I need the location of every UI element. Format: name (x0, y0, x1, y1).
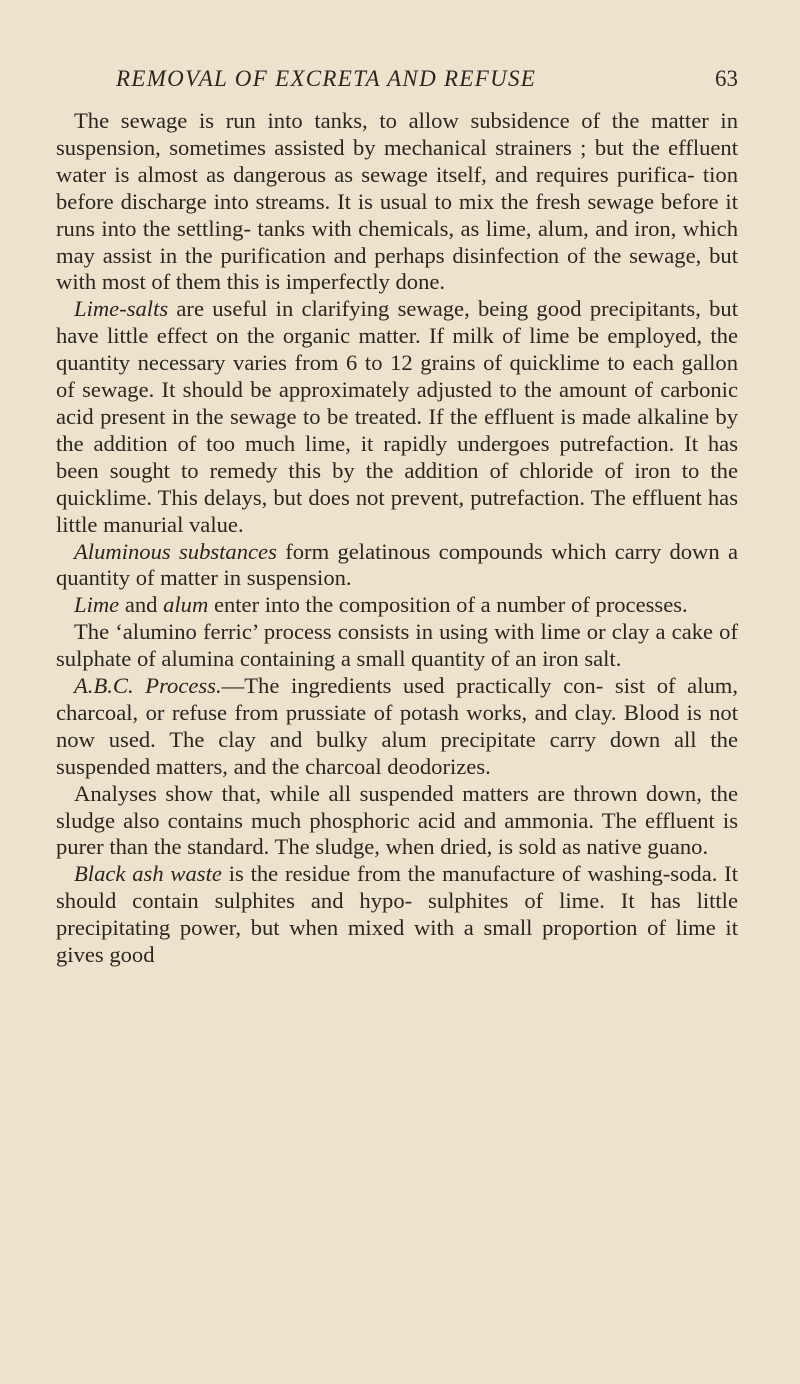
paragraph-sewage-tanks (56, 108, 738, 296)
term-lime: Lime (74, 592, 120, 618)
term-lime-salts: Lime-salts (74, 296, 169, 322)
paragraph-black-ash-waste (56, 861, 738, 969)
term-black-ash-waste: Black ash waste (74, 861, 222, 887)
term-alum: alum (163, 592, 209, 618)
paragraph-text: are useful in clarifying sewage, being good precipitants, but have little effect on the organic matter. If milk of lime be employed, the quantity necessary varies from 6 to 12 grains of quicklime to each gallon of sewage. It should be approximately adjusted to the amount of carbonic acid present in the sewage to be treated. If the effluent is made alkaline by the addition of too much lime, it rapidly undergoes putrefaction. It has been sought to remedy this by the addition of chloride of iron to the quicklime. This delays, but does not prevent, putrefaction. The effluent has little manurial value. (56, 296, 738, 537)
term-aluminous-substances: Aluminous substances (74, 538, 277, 564)
body-text (56, 108, 738, 969)
paragraph-analyses (56, 781, 738, 862)
paragraph-connector: and (119, 592, 164, 618)
paragraph-text: enter into the composition of a number of processes. (208, 592, 688, 618)
paragraph-text: Analyses show that, while all suspended matters are thrown down, the sludge also contains much phosphoric acid and ammonia. The effluent is purer than the standard. The sludge, when dried, is sold as native guano. (56, 780, 738, 860)
paragraph-lime-salts (56, 296, 738, 538)
paragraph-text: The sewage is run into tanks, to allow subsidence of the matter in suspension, sometimes assisted by mechanical strainers ; but the effluent water is almost as dangerous as sewage itself, and requires purifica- tion before discharge into streams. It is usual to mix the fresh sewage before it runs into the settling- tanks with chemicals, as lime, alum, and iron, which may assist in the purification and perhaps disinfection of the sewage, but with most of them this is imperfectly done. (56, 108, 738, 295)
paragraph-text: form gelatinous compounds which carry down a quantity of matter in suspension. (56, 538, 739, 591)
paragraph-aluminous-substances (56, 539, 738, 593)
page-number: 63 (715, 66, 738, 91)
paragraph-lime-and-alum (56, 592, 738, 619)
running-title: REMOVAL OF EXCRETA AND REFUSE (116, 66, 537, 91)
term-abc-process: A.B.C. Process. (74, 673, 222, 699)
paragraph-text: The ‘alumino ferric’ process consists in using with lime or clay a cake of sulphate of alumina containing a small quantity of an iron salt. (56, 619, 738, 672)
paragraph-text: is the residue from the manufacture of washing-soda. It should contain sulphites and hypo- sulphites of lime. It has little precipitating power, but when mixed with a small proportion of lime it gives good (56, 861, 738, 968)
paragraph-abc-process (56, 673, 738, 781)
running-head (116, 66, 738, 98)
paragraph-alumino-ferric (56, 619, 738, 673)
paragraph-text: —The ingredients used practically con- sist of alum, charcoal, or refuse from prussiate of potash works, and clay. Blood is not now used. The clay and bulky alum precipitate carry down all the suspended matters, and the charcoal deodorizes. (56, 673, 739, 779)
